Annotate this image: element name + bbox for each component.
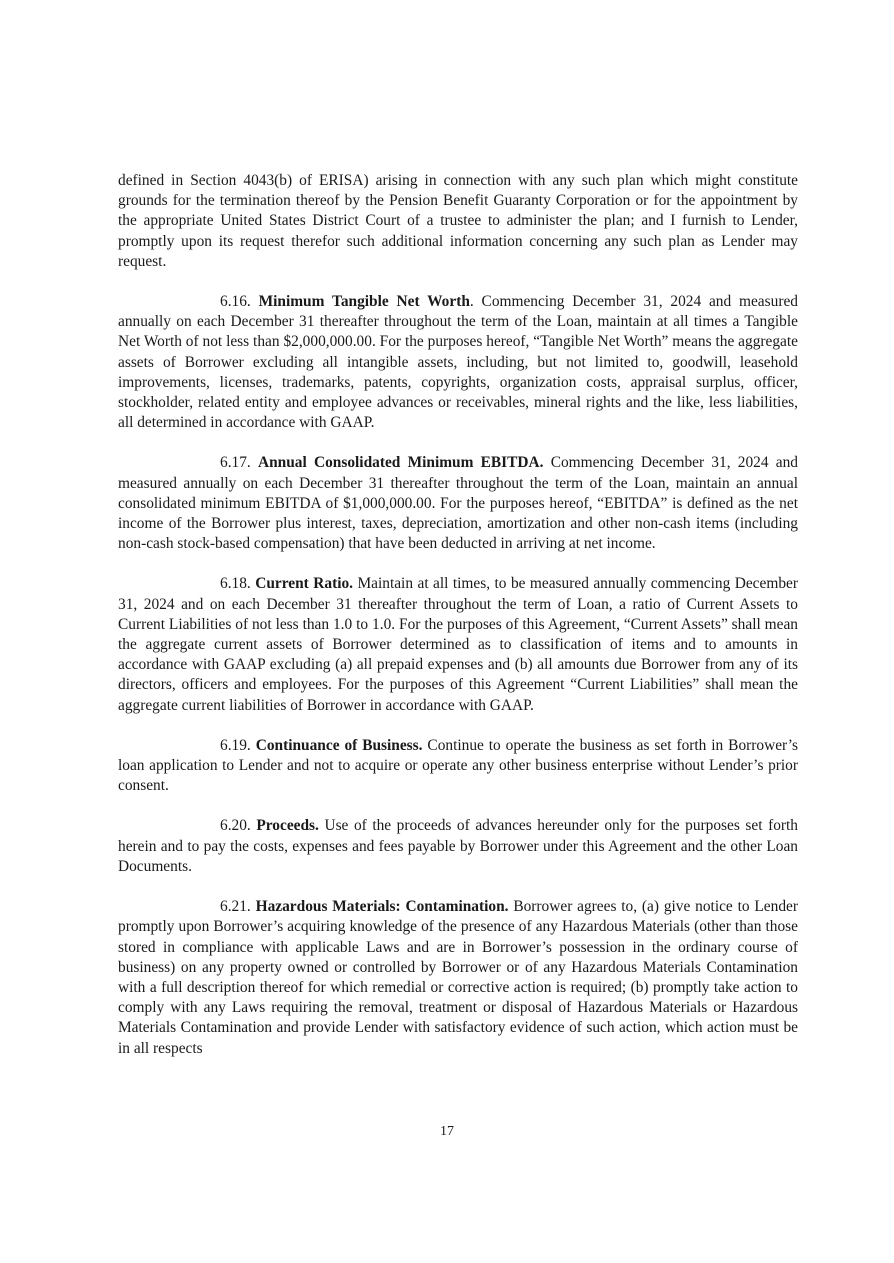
section-body: . Commencing December 31, 2024 and measured annually on each December 31 thereafter throughout the term of the Loan, maintain at all times a Tangible Net Worth of not less than $2,000,000.00. For the purposes hereof, “Tangible Net Worth” means the aggregate assets of Borrower excluding all intangible assets, including, but not limited to, goodwill, leasehold improvements, licenses, trademarks, patents, copyrights, organization costs, appraisal surplus, officer, stockholder, related entity and employee advances or receivables, mineral rights and the like, less liabilities, all determined in accordance with GAAP. [118, 293, 798, 432]
section-body: Maintain at all times, to be measured annually commencing December 31, 2024 and on each December 31 thereafter throughout the term of Loan, a ratio of Current Assets to Current Liabilities of not less than 1.0 to 1.0. For the purposes of this Agreement, “Current Assets” shall mean the aggregate current assets of Borrower determined as to classification of items and to amounts in accordance with GAAP excluding (a) all prepaid expenses and (b) all amounts due Borrower from any of its directors, officers and employees. For the purposes of this Agreement “Current Liabilities” shall mean the aggregate current liabilities of Borrower in accordance with GAAP. [118, 575, 798, 714]
section-number: 6.18. [220, 575, 251, 593]
section-heading: Proceeds. [256, 817, 319, 835]
section-heading: Continuance of Business. [255, 736, 423, 754]
section-heading: Current Ratio. [255, 575, 354, 593]
section-6-17 [118, 453, 798, 554]
section-body: Commencing December 31, 2024 and measured annually on each December 31 thereafter throughout the term of the Loan, maintain an annual consolidated minimum EBITDA of $1,000,000.00. For the purposes hereof, “EBITDA” is defined as the net income of the Borrower plus interest, taxes, depreciation, amortization and other non-cash items (including non-cash stock-based compensation) that have been deducted in arriving at net income. [118, 454, 798, 553]
section-number: 6.21. [220, 898, 251, 916]
section-body: Use of the proceeds of advances hereunder only for the purposes set forth herein and to pay the costs, expenses and fees payable by Borrower under this Agreement and the other Loan Documents. [118, 817, 798, 875]
section-number: 6.17. [220, 454, 251, 472]
section-6-19 [118, 736, 798, 797]
section-body: Borrower agrees to, (a) give notice to Lender promptly upon Borrower’s acquiring knowledge of the presence of any Hazardous Materials (other than those stored in compliance with applicable Laws and are in Borrower’s possession in the ordinary course of business) on any property owned or controlled by Borrower or of any Hazardous Materials Contamination with a full description thereof for which remedial or corrective action is required; (b) promptly take action to comply with any Laws requiring the removal, treatment or disposal of Hazardous Materials or Hazardous Materials Contamination and provide Lender with satisfactory evidence of such action, which action must be in all respects [118, 898, 798, 1057]
section-number: 6.20. [220, 817, 251, 835]
section-heading: Minimum Tangible Net Worth [258, 293, 470, 311]
intro-paragraph: defined in Section 4043(b) of ERISA) arising in connection with any such plan which might constitute grounds for the termination thereof by the Pension Benefit Guaranty Corporation or for the appointment by the appropriate United States District Court of a trustee to administer the plan; and I furnish to Lender, promptly upon its request therefor such additional information concerning any such plan as Lender may request. [118, 172, 798, 270]
section-6-20 [118, 816, 798, 877]
section-heading: Annual Consolidated Minimum EBITDA. [258, 454, 544, 472]
section-body: Continue to operate the business as set forth in Borrower’s loan application to Lender and not to acquire or operate any other business enterprise without Lender’s prior consent. [118, 736, 798, 795]
page-number: 17 [440, 1124, 454, 1139]
section-6-18 [118, 574, 798, 715]
section-number: 6.16. [220, 293, 251, 311]
section-number: 6.19. [220, 736, 251, 754]
section-6-16 [118, 292, 798, 433]
document-page [118, 171, 798, 1079]
section-6-21 [118, 897, 798, 1059]
section-heading: Hazardous Materials: Contamination. [255, 898, 509, 916]
